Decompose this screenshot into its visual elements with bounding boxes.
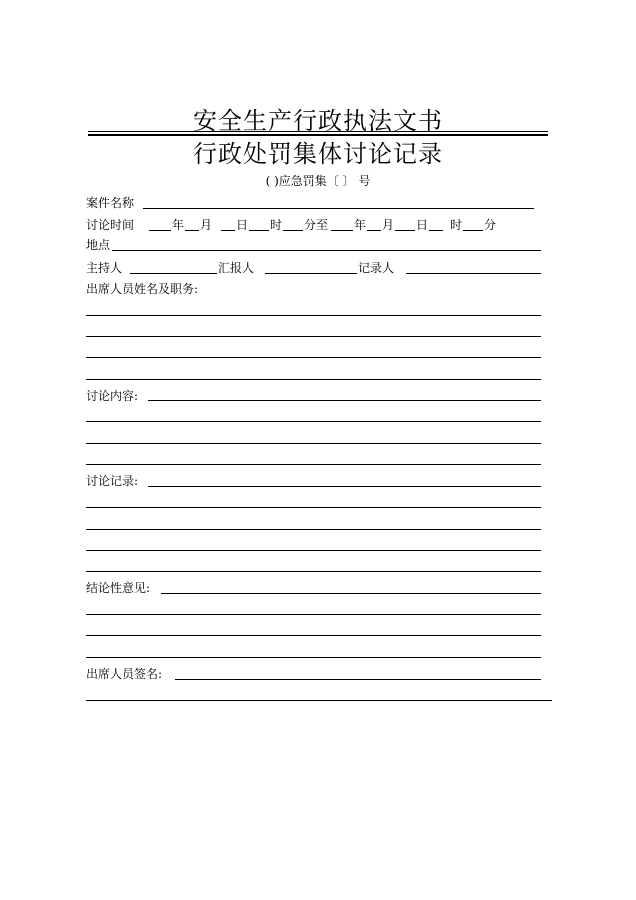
discussion-record-line-4[interactable] <box>86 550 541 551</box>
discussion-time-label: 讨论时间 <box>86 218 135 232</box>
end-hour-field[interactable] <box>429 230 443 231</box>
start-hour-unit: 时 <box>270 218 283 232</box>
discussion-content-line-3[interactable] <box>86 443 541 444</box>
discussion-record-line-2[interactable] <box>86 507 541 508</box>
end-year-unit: 年 <box>354 218 367 232</box>
host-label: 主持人 <box>86 261 123 275</box>
discussion-record-line-3[interactable] <box>86 529 541 530</box>
document-subtitle: 行政处罚集体讨论记录 <box>193 140 443 168</box>
signature-field[interactable] <box>175 679 541 680</box>
attendees-label: 出席人员姓名及职务: <box>86 282 199 296</box>
start-minute-field[interactable] <box>283 230 303 231</box>
attendees-line-1[interactable] <box>86 315 541 316</box>
end-hour-unit: 时 <box>450 218 463 232</box>
discussion-record-label: 讨论记录: <box>86 474 139 488</box>
reporter-field[interactable] <box>265 273 357 274</box>
end-year-field[interactable] <box>331 230 353 231</box>
discussion-content-label: 讨论内容: <box>86 389 139 403</box>
signature-line-2[interactable] <box>86 700 552 701</box>
location-field[interactable] <box>112 250 541 251</box>
start-hour-field[interactable] <box>249 230 269 231</box>
discussion-content-line-2[interactable] <box>86 421 541 422</box>
discussion-record-line-5[interactable] <box>86 571 541 572</box>
document-number: ( )应急罚集〔 〕 号 <box>265 174 371 188</box>
case-name-field[interactable] <box>143 208 534 209</box>
discussion-content-field[interactable] <box>148 400 541 401</box>
end-month-unit: 月 <box>382 218 395 232</box>
recorder-label: 记录人 <box>358 261 395 275</box>
start-year-unit: 年 <box>172 218 185 232</box>
attendees-line-4[interactable] <box>86 379 541 380</box>
conclusion-line-4[interactable] <box>86 657 541 658</box>
end-day-field[interactable] <box>395 230 415 231</box>
end-day-unit: 日 <box>416 218 429 232</box>
start-day-unit: 日 <box>236 218 249 232</box>
reporter-label: 汇报人 <box>218 261 255 275</box>
attendees-line-3[interactable] <box>86 357 541 358</box>
conclusion-label: 结论性意见: <box>86 581 151 595</box>
start-month-field[interactable] <box>185 230 199 231</box>
end-minute-unit: 分 <box>484 218 497 232</box>
location-label: 地点 <box>86 238 111 252</box>
end-minute-field[interactable] <box>463 230 483 231</box>
case-name-label: 案件名称 <box>86 196 135 210</box>
conclusion-line-3[interactable] <box>86 635 541 636</box>
discussion-content-line-4[interactable] <box>86 464 541 465</box>
host-field[interactable] <box>130 273 217 274</box>
start-month-unit: 月 <box>200 218 213 232</box>
start-year-field[interactable] <box>149 230 171 231</box>
discussion-record-field[interactable] <box>148 486 541 487</box>
recorder-field[interactable] <box>406 273 541 274</box>
attendees-line-2[interactable] <box>86 336 541 337</box>
end-month-field[interactable] <box>367 230 381 231</box>
title-divider-thin <box>88 131 548 132</box>
signature-label: 出席人员签名: <box>86 667 163 681</box>
start-day-field[interactable] <box>221 230 235 231</box>
conclusion-field[interactable] <box>161 593 541 594</box>
minute-to-label: 分至 <box>304 218 329 232</box>
conclusion-line-2[interactable] <box>86 614 541 615</box>
document-title: 安全生产行政执法文书 <box>193 107 443 135</box>
